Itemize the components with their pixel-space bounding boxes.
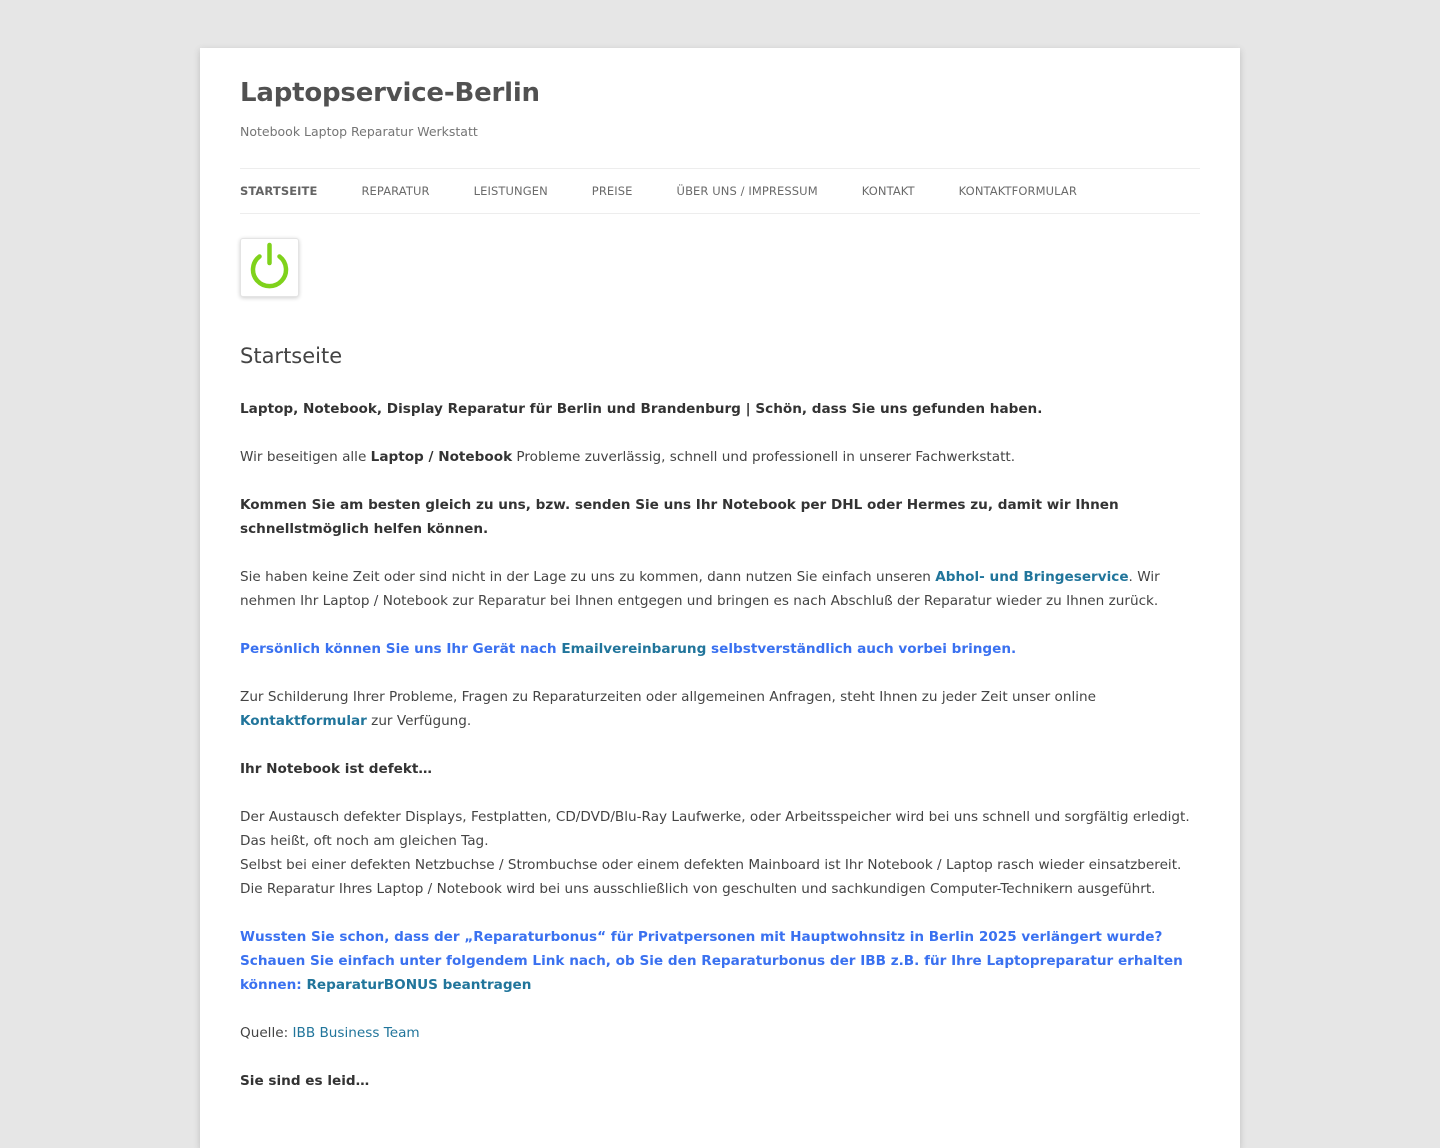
problems-text-bold: Laptop / Notebook xyxy=(370,449,513,465)
intro-paragraph xyxy=(240,397,1200,421)
page-title: Startseite xyxy=(240,344,343,368)
nav-item-preise[interactable]: PREISE xyxy=(591,184,633,198)
reparaturbonus-text: Wussten Sie schon, dass der „Reparaturbonus“ für Privatpersonen mit Hauptwohnsitz in Berlin 2025 verlängert wurde? Schauen Sie einfach unter folgendem Link nach, ob Sie den Reparaturbonus der IBB z.B. für Ihre Laptopreparatur erhalten können: xyxy=(240,929,1183,993)
contact-paragraph xyxy=(240,685,1200,733)
power-icon xyxy=(241,239,298,296)
visit-text-a: Persönlich können Sie uns Ihr Gerät nach xyxy=(240,641,562,657)
page-container xyxy=(200,48,1240,1148)
tired-paragraph xyxy=(240,1069,1200,1093)
defect-heading-paragraph xyxy=(240,757,1200,781)
nav-item-kontakt[interactable]: KONTAKT xyxy=(861,184,915,198)
problems-paragraph xyxy=(240,445,1200,469)
services-paragraph xyxy=(240,805,1200,901)
source-label: Quelle: xyxy=(240,1025,293,1041)
main-navigation xyxy=(240,168,1200,214)
nav-item-leistungen[interactable]: LEISTUNGEN xyxy=(473,184,548,198)
nav-item-reparatur[interactable]: REPARATUR xyxy=(361,184,430,198)
problems-text-a: Wir beseitigen alle xyxy=(240,449,371,465)
problems-text-c: Probleme zuverlässig, schnell und professionell in unserer Fachwerkstatt. xyxy=(512,449,1016,465)
nav-item-kontaktformular[interactable]: KONTAKTFORMULAR xyxy=(958,184,1077,198)
site-title[interactable]: Laptopservice-Berlin xyxy=(240,78,540,108)
services-line-1: Der Austausch defekter Displays, Festplatten, CD/DVD/Blu-Ray Laufwerke, oder Arbeitsspeicher wird bei uns schnell und sorgfältig erledigt. xyxy=(240,809,1190,825)
pickup-text-c: . Wir nehmen Ihr Laptop / Notebook zur Reparatur bei Ihnen entgegen und bringen es nach Abschluß der Reparatur wieder zu Ihnen zurück. xyxy=(240,569,1160,609)
services-line-4: Die Reparatur Ihres Laptop / Notebook wird bei uns ausschließlich von geschulten und sachkundigen Computer-Technikern ausgeführt. xyxy=(240,881,1156,897)
emailvereinbarung-link[interactable]: Emailvereinbarung xyxy=(561,641,707,657)
shipping-paragraph xyxy=(240,493,1200,541)
reparaturbonus-link[interactable]: ReparaturBONUS beantragen xyxy=(306,977,532,993)
services-line-3: Selbst bei einer defekten Netzbuchse / Strombuchse oder einem defekten Mainboard ist Ihr Notebook / Laptop rasch wieder einsatzbereit. xyxy=(240,857,1182,873)
tired-heading: Sie sind es leid… xyxy=(240,1073,370,1089)
source-paragraph xyxy=(240,1021,1200,1045)
nav-item-startseite[interactable]: STARTSEITE xyxy=(240,184,318,198)
defect-heading: Ihr Notebook ist defekt… xyxy=(240,761,432,777)
ibb-business-team-link[interactable]: IBB Business Team xyxy=(292,1025,420,1041)
pickup-paragraph xyxy=(240,565,1200,613)
entry-content xyxy=(240,397,1200,1117)
contact-text-c: zur Verfügung. xyxy=(366,713,472,729)
kontaktformular-link[interactable]: Kontaktformular xyxy=(240,713,367,729)
pickup-text-a: Sie haben keine Zeit oder sind nicht in der Lage zu uns zu kommen, dann nutzen Sie einfach unseren xyxy=(240,569,936,585)
reparaturbonus-paragraph xyxy=(240,925,1200,997)
site-logo[interactable] xyxy=(240,238,299,297)
shipping-text: Kommen Sie am besten gleich zu uns, bzw. senden Sie uns Ihr Notebook per DHL oder Hermes zu, damit wir Ihnen schnellstmöglich helfen können. xyxy=(240,497,1119,537)
site-description: Notebook Laptop Reparatur Werkstatt xyxy=(240,124,478,139)
services-line-2: Das heißt, oft noch am gleichen Tag. xyxy=(240,833,489,849)
abhol-bringeservice-link[interactable]: Abhol- und Bringeservice xyxy=(935,569,1129,585)
intro-text: Laptop, Notebook, Display Reparatur für Berlin und Brandenburg | Schön, dass Sie uns gefunden haben. xyxy=(240,401,1043,417)
visit-text-c: selbstverständlich auch vorbei bringen. xyxy=(706,641,1017,657)
visit-paragraph xyxy=(240,637,1200,661)
contact-text-a: Zur Schilderung Ihrer Probleme, Fragen zu Reparaturzeiten oder allgemeinen Anfragen, steht Ihnen zu jeder Zeit unser online xyxy=(240,689,1097,705)
nav-item-ueber-uns-impressum[interactable]: ÜBER UNS / IMPRESSUM xyxy=(676,184,818,198)
